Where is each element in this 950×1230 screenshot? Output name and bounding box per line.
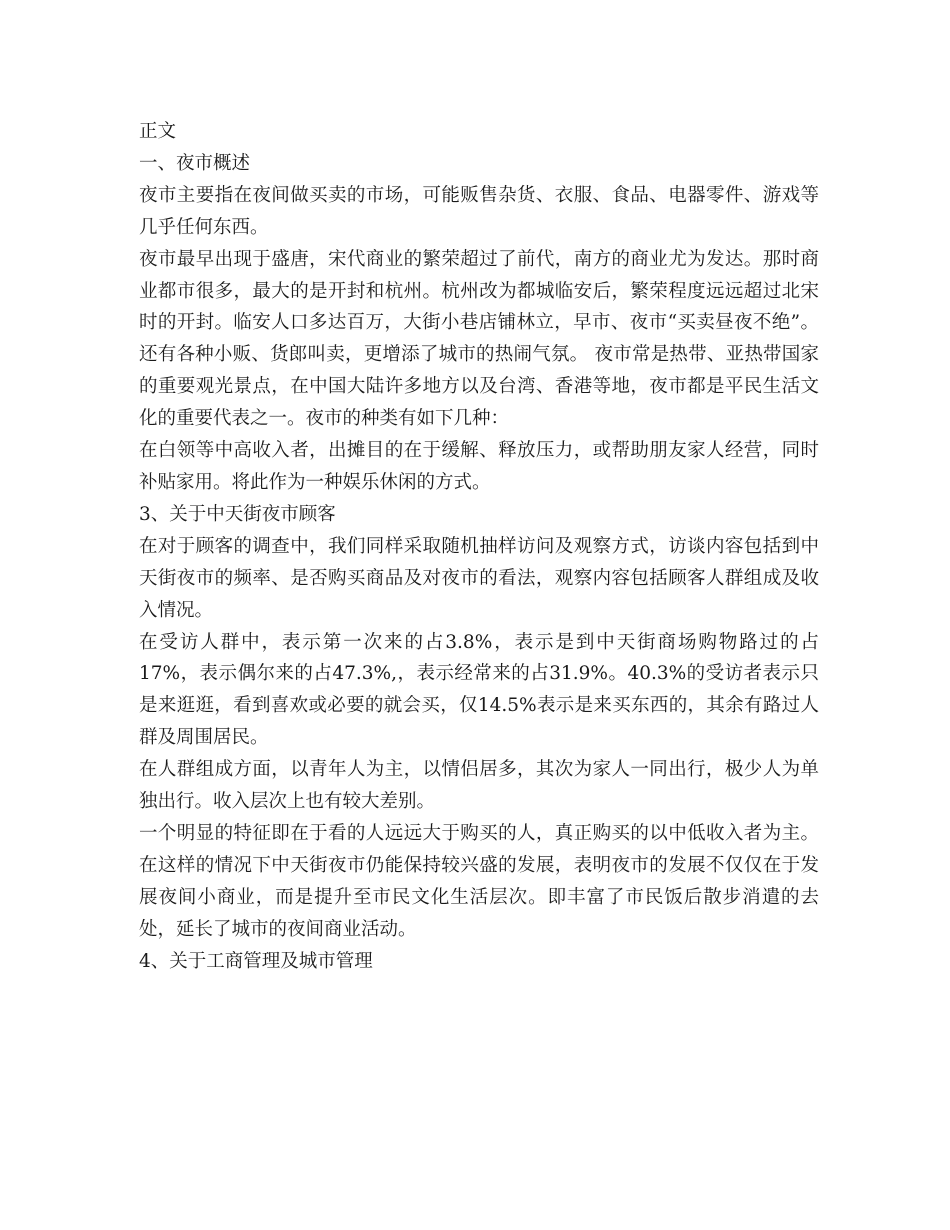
section-heading-customers: 3、关于中天街夜市顾客 (139, 503, 336, 525)
paragraph-history: 夜市最早出现于盛唐，宋代商业的繁荣超过了前代，南方的商业尤为发达。那时商业都市很多，最大的是开封和杭州。杭州改为都城临安后，繁荣程度远远超过北宋时的开封。临安人口多达百万，大街小巷店铺林立，早市、夜市“买卖昼夜不绝”。还有各种小贩、货郎叫卖，更增添了城市的热闹气氛。 夜市常是热带、亚热带国家的重要观光景点，在中国大陆许多地方以及台湾、香港等地，夜市都是平民生活文化的重要代表之一。夜市的种类有如下几种： (139, 248, 819, 430)
section-heading-night-market-overview: 一、夜市概述 (139, 152, 251, 174)
paragraph-survey-method: 在对于顾客的调查中，我们同样采取随机抽样访问及观察方式，访谈内容包括到中天街夜市的频率、是否购买商品及对夜市的看法，观察内容包括顾客人群组成及收入情况。 (139, 535, 819, 621)
section-heading-management: 4、关于工商管理及城市管理 (139, 950, 373, 972)
paragraph-definition: 夜市主要指在夜间做买卖的市场，可能贩售杂货、衣服、食品、电器零件、游戏等几乎任何东西。 (139, 184, 819, 238)
paragraph-crowd-composition: 在人群组成方面，以青年人为主，以情侣居多，其次为家人一同出行，极少人为单独出行。收入层次上也有较大差别。 (139, 759, 819, 813)
paragraph-characteristics: 一个明显的特征即在于看的人远远大于购买的人，真正购买的以中低收入者为主。在这样的情况下中天街夜市仍能保持较兴盛的发展，表明夜市的发展不仅仅在于发展夜间小商业，而是提升至市民文化生活层次。即丰富了市民饭后散步消遣的去处，延长了城市的夜间商业活动。 (139, 822, 819, 940)
paragraph-survey-results: 在受访人群中，表示第一次来的占3.8%，表示是到中天街商场购物路过的占17%，表示偶尔来的占47.3%,，表示经常来的占31.9%。40.3%的受访者表示只是来逛逛，看到喜欢或必要的就会买，仅14.5%表示是来买东西的，其余有路过人群及周围居民。 (139, 631, 819, 749)
document-title: 正文 (139, 121, 177, 142)
document-body (139, 116, 819, 977)
paragraph-vendors-white-collar: 在白领等中高收入者，出摊目的在于缓解、释放压力，或帮助朋友家人经营，同时补贴家用。将此作为一种娱乐休闲的方式。 (139, 440, 819, 493)
